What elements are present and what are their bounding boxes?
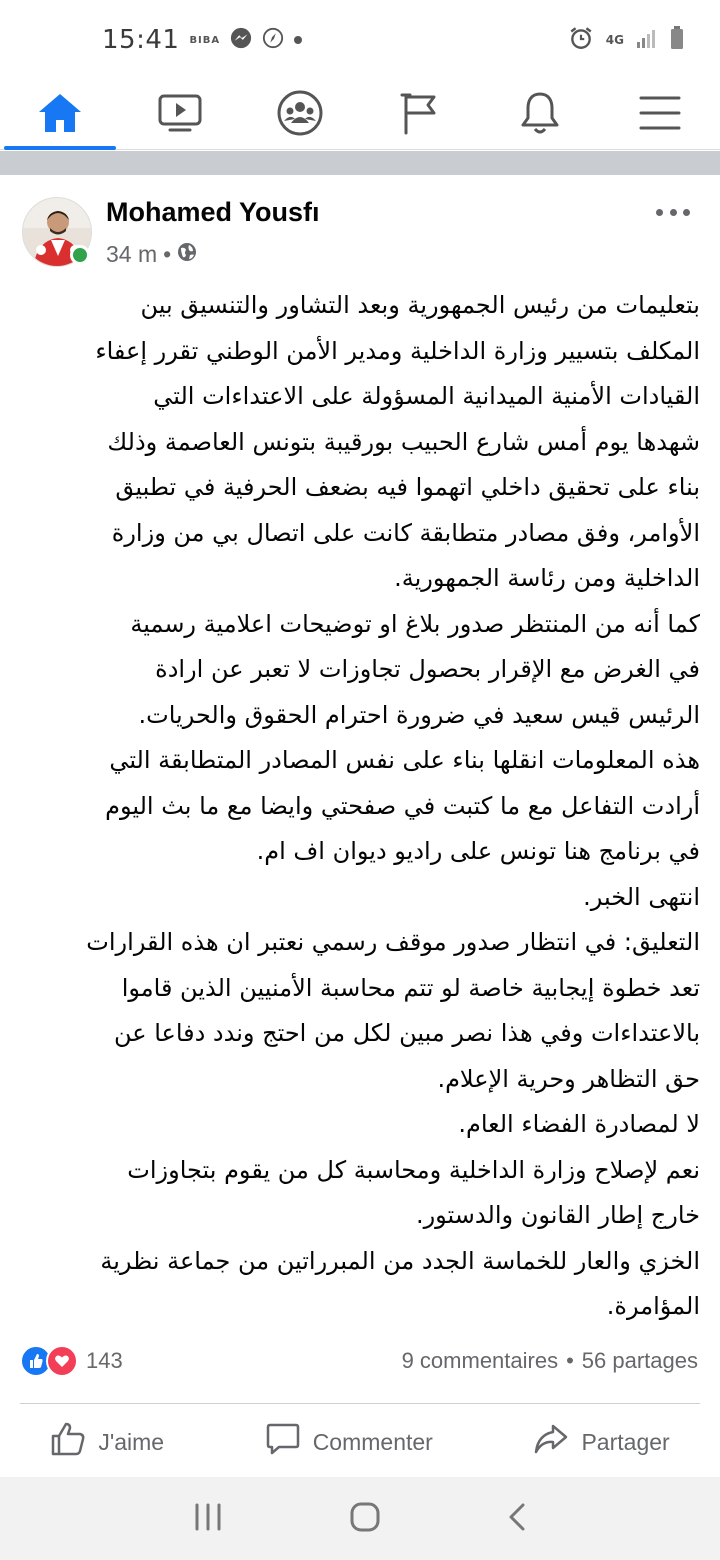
flag-icon	[400, 91, 440, 139]
bell-icon	[519, 90, 561, 140]
post-line: الأوامر، وفق مصادر متطابقة كانت على اتصال بي من وزارة	[111, 518, 700, 547]
post-line: كما أنه من المنتظر صدور بلاغ او توضيحات اعلامية رسمية	[130, 609, 700, 638]
notification-dot-icon	[294, 36, 302, 44]
post-meta	[106, 241, 197, 268]
shares-count-link[interactable]: 56 partages	[581, 1348, 698, 1373]
post-line: نعم لإصلاح وزارة الداخلية ومحاسبة كل من يقوم بتجاوزات	[127, 1155, 700, 1184]
home-icon	[37, 92, 83, 138]
dot-icon	[683, 209, 690, 216]
nav-watch[interactable]	[120, 80, 240, 150]
meta-separator: •	[163, 241, 172, 267]
comment-bubble-icon	[265, 1421, 301, 1463]
post-line: حق التظاهر وحرية الإعلام.	[437, 1064, 700, 1093]
feed-separator	[0, 151, 720, 175]
post-line: انتهى الخبر.	[583, 882, 700, 911]
post-stats	[402, 1348, 698, 1374]
back-chevron-icon[interactable]	[507, 1502, 527, 1536]
reactions-summary[interactable]	[20, 1345, 123, 1377]
reaction-count: 143	[86, 1348, 123, 1373]
post-line: لا لمصادرة الفضاء العام.	[458, 1110, 700, 1138]
nav-home[interactable]	[0, 80, 120, 150]
post-author[interactable]: Mohamed Yousfı	[106, 197, 320, 227]
video-icon	[158, 93, 202, 137]
post-line: شهدها يوم أمس شارع الحبيب بورقيبة بتونس العاصمة وذلك	[107, 427, 700, 456]
stats-separator: •	[566, 1348, 574, 1373]
reaction-icons	[20, 1345, 78, 1377]
post-line: خارج إطار القانون والدستور.	[415, 1201, 700, 1229]
post-line: المؤامرة.	[606, 1292, 700, 1320]
comment-button[interactable]	[265, 1421, 433, 1463]
post-line: بالاعتداءات وفي هذا نصر مبين لكل من احتج وندد دفاعا عن	[113, 1019, 700, 1047]
like-button[interactable]	[50, 1421, 164, 1463]
post-line: بناء على تحقيق داخلي اتهموا فيه بضعف الحرفية في تطبيق	[115, 473, 700, 501]
carrier-badge: BIBA	[189, 34, 221, 46]
post-time[interactable]: 34 m	[106, 241, 158, 267]
post-line: التعليق: في انتظار صدور موقف رسمي نعتبر ان هذه القرارات	[86, 928, 700, 956]
hamburger-menu-icon	[639, 95, 681, 135]
status-left	[102, 25, 302, 55]
globe-icon	[177, 241, 197, 268]
post-line: أرادت التفاعل مع ما كتبت في صفحتي وايضا مع ما بث اليوم	[105, 791, 700, 820]
dot-icon	[656, 209, 663, 216]
share-button[interactable]	[533, 1421, 669, 1463]
post-line: في برنامج هنا تونس على راديو ديوان اف ام.	[256, 837, 700, 865]
post-body	[20, 283, 700, 1330]
feed-post	[0, 175, 720, 1477]
like-label: J'aime	[98, 1428, 165, 1455]
network-type: 4G	[605, 33, 624, 47]
post-actions	[0, 1407, 720, 1477]
post-line: هذه المعلومات انقلها بناء على نفس المصادر المتطابقة التي	[109, 746, 700, 774]
alarm-icon	[568, 25, 594, 55]
thumbs-up-icon	[50, 1421, 86, 1463]
system-nav-bar	[0, 1477, 720, 1560]
signal-icon	[636, 27, 658, 53]
share-arrow-icon	[533, 1421, 569, 1463]
status-time: 15:41	[102, 25, 180, 55]
nav-pages[interactable]	[360, 80, 480, 150]
battery-icon	[670, 26, 684, 54]
share-label: Partager	[581, 1428, 670, 1455]
love-reaction-icon	[46, 1345, 78, 1377]
post-line: الداخلية ومن رئاسة الجمهورية.	[394, 564, 700, 592]
post-line: القيادات الأمنية الميدانية المسؤولة على الاعتداءات التي	[153, 382, 700, 410]
post-line: بتعليمات من رئيس الجمهورية وبعد التشاور والتنسيق بين	[140, 291, 700, 319]
messenger-icon	[230, 27, 252, 53]
post-line: الخزي والعار للخماسة الجدد من المبرراتين من جماعة نظرية	[100, 1246, 700, 1275]
post-line: في الغرض مع الإقرار بحصول تجاوزات لا تعبر عن ارادة	[155, 655, 700, 683]
groups-icon	[277, 90, 323, 140]
comment-label: Commenter	[312, 1428, 433, 1455]
dot-icon	[670, 209, 677, 216]
online-status-icon	[70, 245, 90, 265]
status-bar	[0, 0, 720, 80]
action-divider	[20, 1403, 700, 1404]
nav-groups[interactable]	[240, 80, 360, 150]
top-nav-bar	[0, 80, 720, 150]
nav-notifications[interactable]	[480, 80, 600, 150]
recent-apps-icon[interactable]	[193, 1503, 223, 1535]
post-line: المكلف بتسيير وزارة الداخلية ومدير الأمن الوطني تقرر إعفاء	[95, 336, 700, 365]
home-square-icon[interactable]	[349, 1501, 381, 1537]
post-options-button[interactable]	[656, 205, 690, 219]
post-line: الرئيس قيس سعيد في ضرورة احترام الحقوق والحريات.	[138, 700, 700, 729]
post-line: تعد خطوة إيجابية خاصة لو تتم محاسبة الأمنيين الذين قاموا	[121, 973, 700, 1002]
nav-menu[interactable]	[600, 80, 720, 150]
comments-count-link[interactable]: 9 commentaires	[401, 1348, 559, 1373]
compass-icon	[262, 27, 284, 53]
status-right	[568, 25, 684, 55]
